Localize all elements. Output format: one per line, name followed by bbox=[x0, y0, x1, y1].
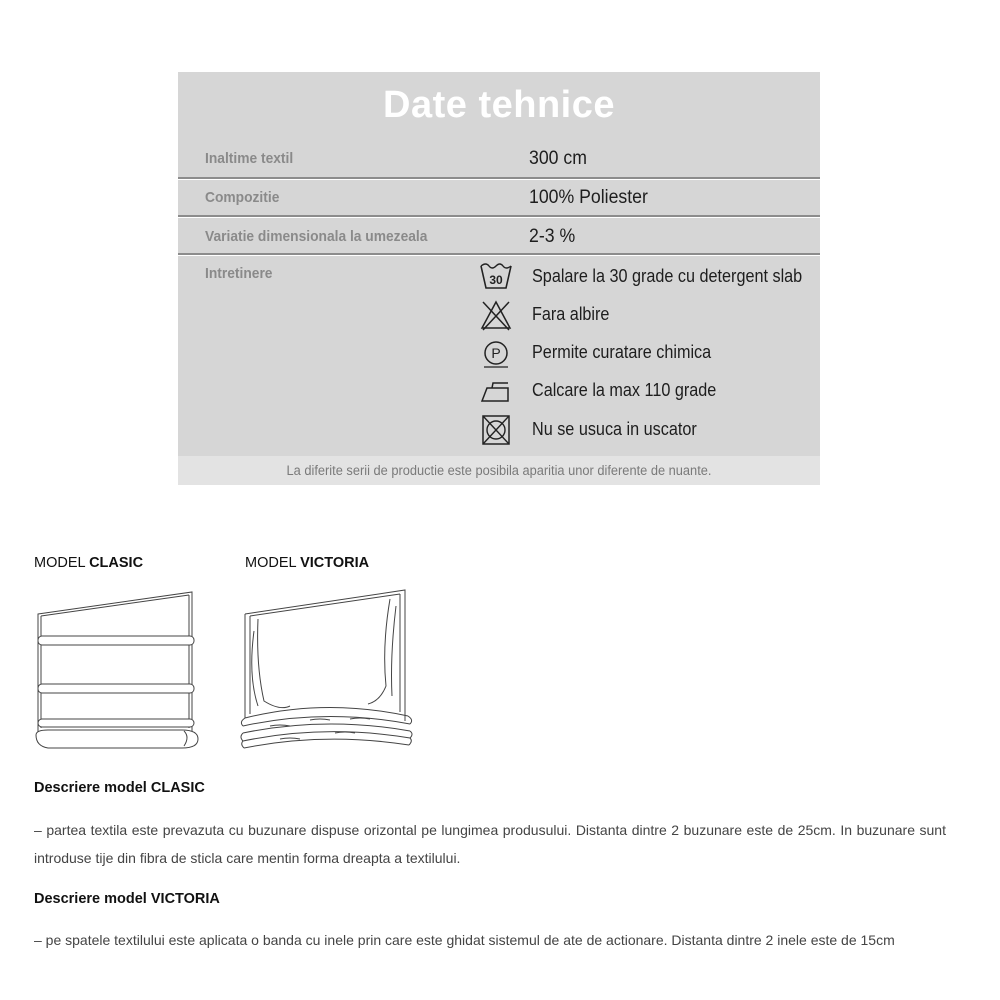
care-text: Fara albire bbox=[532, 304, 610, 324]
description-heading-clasic: Descriere model CLASIC bbox=[34, 780, 205, 796]
row-divider-highlight bbox=[178, 217, 820, 218]
iron-icon bbox=[478, 374, 514, 408]
model-name: CLASIC bbox=[89, 555, 144, 571]
care-item-bleach bbox=[478, 298, 808, 332]
spec-label: Compozitie bbox=[205, 189, 280, 206]
care-text: Spalare la 30 grade cu detergent slab bbox=[532, 266, 803, 286]
spec-value: 2-3 % bbox=[529, 226, 576, 247]
model-label-clasic bbox=[34, 555, 143, 571]
care-item-dryclean bbox=[478, 336, 808, 370]
note-band bbox=[178, 456, 820, 485]
care-item-iron bbox=[478, 374, 808, 408]
care-text: Calcare la max 110 grade bbox=[532, 380, 717, 400]
spec-label: Variatie dimensionala la umezeala bbox=[205, 228, 428, 245]
model-prefix: MODEL bbox=[245, 555, 301, 571]
clasic-model-drawing bbox=[32, 588, 202, 763]
spec-value: 300 cm bbox=[529, 148, 587, 169]
technical-data-panel bbox=[178, 72, 820, 485]
row-divider-highlight bbox=[178, 179, 820, 180]
model-label-victoria bbox=[245, 555, 369, 571]
care-text: Nu se usuca in uscator bbox=[532, 419, 697, 439]
spec-value: 100% Poliester bbox=[529, 187, 648, 208]
no-bleach-icon bbox=[478, 298, 514, 332]
model-prefix: MODEL bbox=[34, 555, 90, 571]
dry-clean-letter: P bbox=[491, 345, 501, 361]
description-heading-victoria: Descriere model VICTORIA bbox=[34, 891, 220, 907]
description-text-clasic: – partea textila este prevazuta cu buzunare dispuse orizontal pe lungimea produsului. Distanta dintre 2 buzunare este de 25cm. In buzunare sunt introduse tije din fibra de sticla care mentin forma dreapta a textilului. bbox=[34, 822, 946, 866]
panel-title: Date tehnice bbox=[383, 84, 615, 126]
care-item-tumble bbox=[478, 413, 808, 447]
production-note: La diferite serii de productie este posibila aparitia unor diferente de nuante. bbox=[286, 463, 712, 478]
description-text-victoria: – pe spatele textilului este aplicata o banda cu inele prin care este ghidat sistemul de ate de actionare. Distanta dintre 2 inele este de 15cm bbox=[34, 932, 895, 948]
wash-temperature: 30 bbox=[489, 273, 503, 287]
model-name: VICTORIA bbox=[300, 555, 370, 571]
dry-clean-p-icon bbox=[478, 336, 514, 370]
victoria-model-drawing bbox=[240, 586, 415, 766]
wash-30-icon bbox=[478, 260, 514, 294]
care-text: Permite curatare chimica bbox=[532, 342, 712, 362]
care-label: Intretinere bbox=[205, 265, 273, 282]
spec-label: Inaltime textil bbox=[205, 150, 294, 167]
care-item-wash bbox=[478, 260, 808, 294]
row-divider-highlight bbox=[178, 255, 820, 256]
no-tumble-dry-icon bbox=[478, 413, 514, 447]
